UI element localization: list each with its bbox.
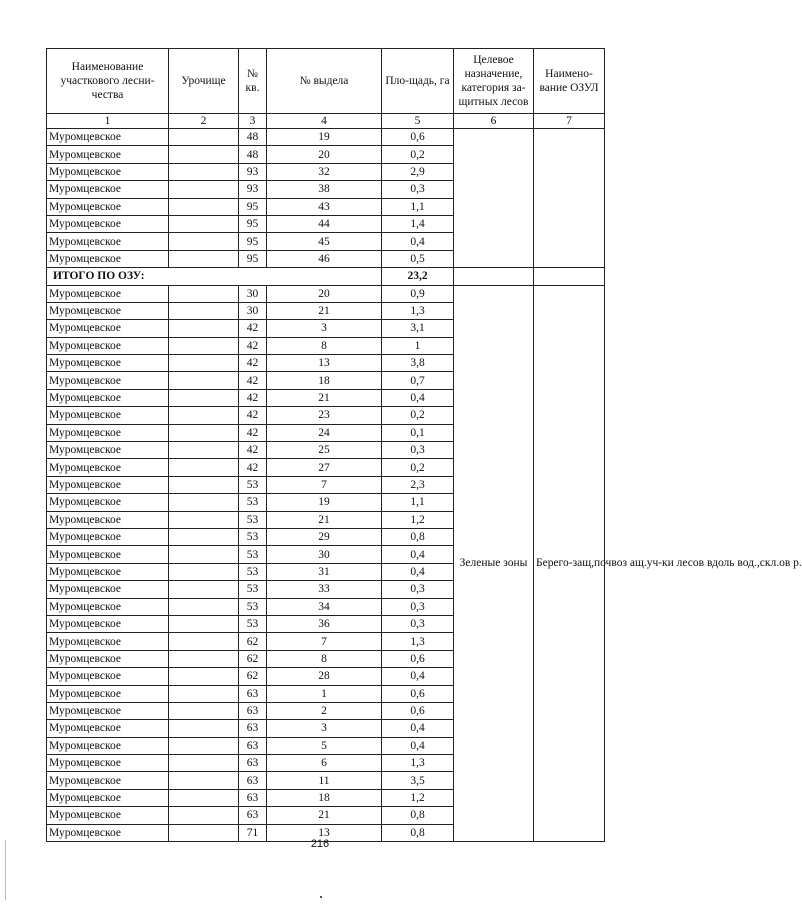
area-cell: 3,8	[382, 355, 454, 372]
total-ozul-cell	[534, 268, 605, 285]
allotment-cell: 6	[267, 755, 382, 772]
forestry-name-cell: Муромцевское	[47, 198, 169, 215]
tract-cell	[169, 302, 239, 319]
allotment-cell: 11	[267, 772, 382, 789]
tract-cell	[169, 181, 239, 198]
allotment-cell: 18	[267, 372, 382, 389]
area-cell: 0,4	[382, 389, 454, 406]
allotment-cell: 27	[267, 459, 382, 476]
tract-cell	[169, 250, 239, 267]
forestry-name-cell: Муромцевское	[47, 755, 169, 772]
forestry-name-cell: Муромцевское	[47, 215, 169, 232]
allotment-cell: 19	[267, 129, 382, 146]
quarter-cell: 93	[239, 163, 267, 180]
allotment-cell: 20	[267, 146, 382, 163]
forestry-name-cell: Муромцевское	[47, 528, 169, 545]
allotment-cell: 18	[267, 789, 382, 806]
allotment-cell: 43	[267, 198, 382, 215]
quarter-cell: 42	[239, 407, 267, 424]
scan-speck	[320, 896, 322, 898]
tract-cell	[169, 789, 239, 806]
quarter-cell: 95	[239, 233, 267, 250]
header-row	[47, 49, 605, 114]
tract-cell	[169, 442, 239, 459]
header-area: Пло-щадь, га	[382, 49, 454, 114]
area-cell: 1,4	[382, 215, 454, 232]
allotment-cell: 19	[267, 494, 382, 511]
quarter-cell: 30	[239, 285, 267, 302]
forestry-name-cell: Муромцевское	[47, 355, 169, 372]
quarter-cell: 53	[239, 494, 267, 511]
forestry-name-cell: Муромцевское	[47, 424, 169, 441]
forestry-name-cell: Муромцевское	[47, 563, 169, 580]
area-cell: 0,6	[382, 650, 454, 667]
area-cell: 0,2	[382, 407, 454, 424]
group1-body	[47, 129, 605, 268]
area-cell: 0,3	[382, 615, 454, 632]
quarter-cell: 42	[239, 424, 267, 441]
area-cell: 0,4	[382, 563, 454, 580]
allotment-cell: 24	[267, 424, 382, 441]
tract-cell	[169, 459, 239, 476]
allotment-cell: 31	[267, 563, 382, 580]
tract-cell	[169, 476, 239, 493]
area-cell: 1,3	[382, 755, 454, 772]
quarter-cell: 48	[239, 129, 267, 146]
area-cell: 3,1	[382, 320, 454, 337]
tract-cell	[169, 720, 239, 737]
tract-cell	[169, 511, 239, 528]
quarter-cell: 53	[239, 598, 267, 615]
quarter-cell: 63	[239, 772, 267, 789]
allotment-cell: 33	[267, 581, 382, 598]
area-cell: 1,2	[382, 511, 454, 528]
area-cell: 0,5	[382, 250, 454, 267]
forestry-name-cell: Муромцевское	[47, 129, 169, 146]
tract-cell	[169, 528, 239, 545]
area-cell: 0,3	[382, 181, 454, 198]
quarter-cell: 53	[239, 476, 267, 493]
area-cell: 0,9	[382, 285, 454, 302]
quarter-cell: 62	[239, 633, 267, 650]
area-cell: 0,8	[382, 528, 454, 545]
quarter-cell: 95	[239, 198, 267, 215]
forestry-name-cell: Муромцевское	[47, 442, 169, 459]
quarter-cell: 48	[239, 146, 267, 163]
quarter-cell: 53	[239, 615, 267, 632]
area-cell: 0,6	[382, 129, 454, 146]
forestry-name-cell: Муромцевское	[47, 581, 169, 598]
tract-cell	[169, 337, 239, 354]
allotment-cell: 8	[267, 650, 382, 667]
tract-cell	[169, 372, 239, 389]
tract-cell	[169, 633, 239, 650]
purpose-cell: Зеленые зоны	[454, 285, 534, 842]
quarter-cell: 30	[239, 302, 267, 319]
tract-cell	[169, 494, 239, 511]
forestry-name-cell: Муромцевское	[47, 302, 169, 319]
forestry-name-cell: Муромцевское	[47, 320, 169, 337]
column-number: 1	[47, 114, 169, 129]
area-cell: 0,3	[382, 442, 454, 459]
area-cell: 2,3	[382, 476, 454, 493]
allotment-cell: 5	[267, 737, 382, 754]
tract-cell	[169, 772, 239, 789]
forestry-name-cell: Муромцевское	[47, 615, 169, 632]
quarter-cell: 53	[239, 581, 267, 598]
column-number: 4	[267, 114, 382, 129]
header-allotment-number: № выдела	[267, 49, 382, 114]
total-purpose-cell	[454, 268, 534, 285]
tract-cell	[169, 407, 239, 424]
allotment-cell: 36	[267, 615, 382, 632]
forest-area-table	[46, 48, 802, 842]
area-cell: 1	[382, 337, 454, 354]
column-number: 2	[169, 114, 239, 129]
column-number: 7	[534, 114, 605, 129]
quarter-cell: 53	[239, 546, 267, 563]
total-label: ИТОГО ПО ОЗУ:	[47, 268, 382, 285]
quarter-cell: 63	[239, 755, 267, 772]
area-cell: 0,6	[382, 702, 454, 719]
allotment-cell: 8	[267, 337, 382, 354]
allotment-cell: 21	[267, 807, 382, 824]
area-cell: 0,4	[382, 546, 454, 563]
tract-cell	[169, 215, 239, 232]
tract-cell	[169, 355, 239, 372]
quarter-cell: 53	[239, 511, 267, 528]
tract-cell	[169, 702, 239, 719]
purpose-cell	[454, 129, 534, 268]
area-cell: 0,8	[382, 824, 454, 841]
forestry-name-cell: Муромцевское	[47, 789, 169, 806]
forestry-name-cell: Муромцевское	[47, 720, 169, 737]
scan-edge-line	[5, 840, 6, 900]
quarter-cell: 93	[239, 181, 267, 198]
allotment-cell: 45	[267, 233, 382, 250]
forestry-name-cell: Муромцевское	[47, 146, 169, 163]
area-cell: 1,1	[382, 494, 454, 511]
forestry-name-cell: Муромцевское	[47, 685, 169, 702]
area-cell: 1,3	[382, 633, 454, 650]
quarter-cell: 42	[239, 355, 267, 372]
allotment-cell: 46	[267, 250, 382, 267]
area-cell: 0,4	[382, 720, 454, 737]
allotment-cell: 2	[267, 702, 382, 719]
tract-cell	[169, 685, 239, 702]
total-area: 23,2	[382, 268, 454, 285]
allotment-cell: 29	[267, 528, 382, 545]
forestry-name-cell: Муромцевское	[47, 772, 169, 789]
quarter-cell: 63	[239, 737, 267, 754]
area-cell: 0,2	[382, 146, 454, 163]
total-row	[47, 268, 605, 285]
tract-cell	[169, 285, 239, 302]
tract-cell	[169, 668, 239, 685]
forestry-name-cell: Муромцевское	[47, 285, 169, 302]
quarter-cell: 42	[239, 389, 267, 406]
area-cell: 0,7	[382, 372, 454, 389]
allotment-cell: 7	[267, 633, 382, 650]
allotment-cell: 3	[267, 720, 382, 737]
forestry-name-cell: Муромцевское	[47, 824, 169, 841]
total-body	[47, 268, 605, 285]
allotment-cell: 23	[267, 407, 382, 424]
allotment-cell: 25	[267, 442, 382, 459]
forestry-name-cell: Муромцевское	[47, 546, 169, 563]
forestry-name-cell: Муромцевское	[47, 389, 169, 406]
forestry-name-cell: Муромцевское	[47, 163, 169, 180]
forestry-name-cell: Муромцевское	[47, 737, 169, 754]
area-cell: 0,8	[382, 807, 454, 824]
ozul-cell: Берего-защ,почвоз ащ.уч-ки лесов вдоль вод.,скл.ов р.	[534, 285, 605, 842]
tract-cell	[169, 546, 239, 563]
quarter-cell: 62	[239, 650, 267, 667]
allotment-cell: 34	[267, 598, 382, 615]
forestry-name-cell: Муромцевское	[47, 633, 169, 650]
quarter-cell: 95	[239, 215, 267, 232]
header-ozul-name: Наимено-вание ОЗУЛ	[534, 49, 605, 114]
area-cell: 0,3	[382, 581, 454, 598]
allotment-cell: 21	[267, 302, 382, 319]
tract-cell	[169, 198, 239, 215]
allotment-cell: 13	[267, 355, 382, 372]
quarter-cell: 42	[239, 372, 267, 389]
tract-cell	[169, 389, 239, 406]
forestry-name-cell: Муромцевское	[47, 650, 169, 667]
area-cell: 0,6	[382, 685, 454, 702]
tract-cell	[169, 320, 239, 337]
quarter-cell: 63	[239, 685, 267, 702]
tract-cell	[169, 129, 239, 146]
allotment-cell: 44	[267, 215, 382, 232]
quarter-cell: 42	[239, 337, 267, 354]
tract-cell	[169, 755, 239, 772]
ozul-cell	[534, 129, 605, 268]
forestry-name-cell: Муромцевское	[47, 476, 169, 493]
quarter-cell: 95	[239, 250, 267, 267]
tract-cell	[169, 424, 239, 441]
tract-cell	[169, 737, 239, 754]
column-number: 5	[382, 114, 454, 129]
forestry-name-cell: Муромцевское	[47, 807, 169, 824]
allotment-cell: 32	[267, 163, 382, 180]
tract-cell	[169, 807, 239, 824]
column-number-row	[47, 114, 605, 129]
tract-cell	[169, 233, 239, 250]
forestry-name-cell: Муромцевское	[47, 598, 169, 615]
tract-cell	[169, 163, 239, 180]
forestry-name-cell: Муромцевское	[47, 407, 169, 424]
area-cell: 2,9	[382, 163, 454, 180]
column-number: 6	[454, 114, 534, 129]
area-cell: 0,4	[382, 737, 454, 754]
quarter-cell: 63	[239, 807, 267, 824]
allotment-cell: 3	[267, 320, 382, 337]
forestry-name-cell: Муромцевское	[47, 511, 169, 528]
forestry-name-cell: Муромцевское	[47, 250, 169, 267]
quarter-cell: 42	[239, 459, 267, 476]
forestry-name-cell: Муромцевское	[47, 702, 169, 719]
allotment-cell: 20	[267, 285, 382, 302]
area-cell: 0,2	[382, 459, 454, 476]
area-cell: 0,4	[382, 668, 454, 685]
group2-body	[47, 285, 802, 842]
area-cell: 0,4	[382, 233, 454, 250]
quarter-cell: 71	[239, 824, 267, 841]
forestry-name-cell: Муромцевское	[47, 233, 169, 250]
forestry-name-cell: Муромцевское	[47, 668, 169, 685]
tract-cell	[169, 598, 239, 615]
tract-cell	[169, 581, 239, 598]
header-quarter-number: № кв.	[239, 49, 267, 114]
allotment-cell: 13	[267, 824, 382, 841]
quarter-cell: 53	[239, 528, 267, 545]
quarter-cell: 62	[239, 668, 267, 685]
quarter-cell: 63	[239, 702, 267, 719]
area-cell: 1,2	[382, 789, 454, 806]
tract-cell	[169, 650, 239, 667]
allotment-cell: 21	[267, 511, 382, 528]
area-cell: 3,5	[382, 772, 454, 789]
forestry-name-cell: Муромцевское	[47, 337, 169, 354]
table-row	[47, 285, 605, 302]
quarter-cell: 42	[239, 320, 267, 337]
forestry-name-cell: Муромцевское	[47, 372, 169, 389]
area-cell: 1,3	[382, 302, 454, 319]
allotment-cell: 38	[267, 181, 382, 198]
allotment-cell: 21	[267, 389, 382, 406]
header-forestry-name: Наименование участкового лесни-чества	[47, 49, 169, 114]
allotment-cell: 7	[267, 476, 382, 493]
area-cell: 0,1	[382, 424, 454, 441]
allotment-cell: 28	[267, 668, 382, 685]
tract-cell	[169, 615, 239, 632]
header-tract: Урочище	[169, 49, 239, 114]
allotment-cell: 1	[267, 685, 382, 702]
area-cell: 0,3	[382, 598, 454, 615]
quarter-cell: 63	[239, 789, 267, 806]
forestry-name-cell: Муромцевское	[47, 181, 169, 198]
header-purpose: Целевое назначение, категория за-щитных лесов	[454, 49, 534, 114]
forestry-name-cell: Муромцевское	[47, 494, 169, 511]
tract-cell	[169, 563, 239, 580]
table-row	[47, 129, 605, 146]
area-cell: 1,1	[382, 198, 454, 215]
page-number: 216	[310, 838, 330, 850]
allotment-cell: 30	[267, 546, 382, 563]
quarter-cell: 53	[239, 563, 267, 580]
forestry-name-cell: Муромцевское	[47, 459, 169, 476]
quarter-cell: 42	[239, 442, 267, 459]
quarter-cell: 63	[239, 720, 267, 737]
tract-cell	[169, 146, 239, 163]
column-number: 3	[239, 114, 267, 129]
